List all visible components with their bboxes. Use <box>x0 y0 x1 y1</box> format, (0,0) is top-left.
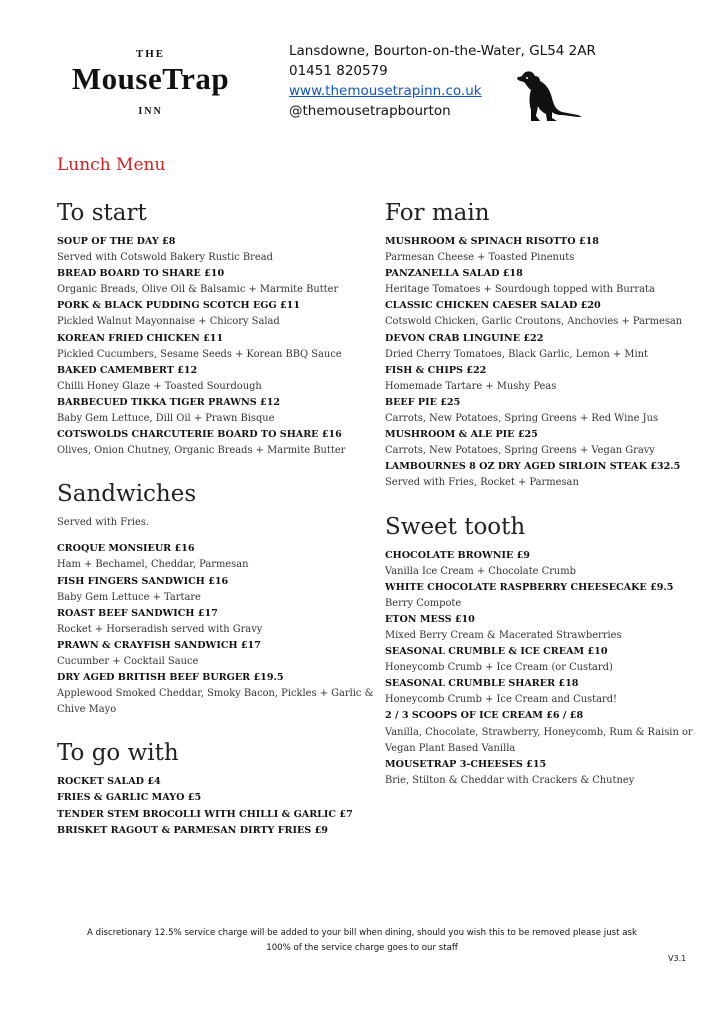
dish-name: ROAST BEEF SANDWICH £17 <box>57 607 218 619</box>
menu-item <box>385 363 705 395</box>
dish-description: Olives, Onion Chutney, Organic Breads + Marmite Butter <box>57 445 346 457</box>
side-item: BRISKET RAGOUT & PARMESAN DIRTY FRIES £9 <box>57 824 328 836</box>
section-heading-to-start: To start <box>57 200 147 226</box>
dish-name: MOUSETRAP 3-CHEESES £15 <box>385 758 547 770</box>
dish-description: Carrots, New Potatoes, Spring Greens + Red Wine Jus <box>385 413 659 425</box>
menu-item <box>57 541 377 573</box>
dish-name: PORK & BLACK PUDDING SCOTCH EGG £11 <box>57 300 301 312</box>
dish-description: Pickled Cucumbers, Sesame Seeds + Korean BBQ Sauce <box>57 348 342 360</box>
dish-name: BREAD BOARD TO SHARE £10 <box>57 268 225 280</box>
menu-item <box>385 644 705 676</box>
dish-name: DEVON CRAB LINGUINE £22 <box>385 332 544 344</box>
menu-item <box>57 331 377 363</box>
logo <box>48 48 253 120</box>
dish-description: Applewood Smoked Cheddar, Smoky Bacon, Pickles + Garlic & Chive Mayo <box>57 688 374 716</box>
dish-description: Honeycomb Crumb + Ice Cream (or Custard) <box>385 662 613 674</box>
section-heading-sweet-tooth: Sweet tooth <box>385 513 526 540</box>
mouse-icon <box>512 68 584 124</box>
phone: 01451 820579 <box>289 63 388 79</box>
menu-title: Lunch Menu <box>57 155 166 175</box>
menu-item <box>57 606 377 638</box>
social-handle: @themousetrapbourton <box>289 103 451 119</box>
menu-item <box>385 266 705 298</box>
to-start-list <box>57 234 377 459</box>
dish-description: Served with Fries, Rocket + Parmesan <box>385 477 579 489</box>
side-item: FRIES & GARLIC MAYO £5 <box>57 792 202 804</box>
menu-item <box>385 548 705 580</box>
section-heading-sandwiches: Sandwiches <box>57 481 197 508</box>
dish-description: Organic Breads, Olive Oil & Balsamic + Marmite Butter <box>57 284 339 296</box>
dish-description: Baby Gem Lettuce, Dill Oil + Prawn Bisque <box>57 413 275 425</box>
menu-item <box>385 427 705 459</box>
service-charge-line-1: A discretionary 12.5% service charge will be added to your bill when dining, should you wish this to be removed please just ask <box>87 928 637 938</box>
sandwiches-list <box>57 541 377 718</box>
dish-description: Rocket + Horseradish served with Gravy <box>57 623 263 635</box>
dish-description: Brie, Stilton & Cheddar with Crackers & Chutney <box>385 774 635 786</box>
menu-item <box>385 234 705 266</box>
dish-description: Baby Gem Lettuce + Tartare <box>57 591 201 603</box>
dish-name: SOUP OF THE DAY £8 <box>57 236 176 247</box>
dish-description: Honeycomb Crumb + Ice Cream and Custard! <box>385 694 617 706</box>
dish-description: Homemade Tartare + Mushy Peas <box>385 380 557 392</box>
side-item: ROCKET SALAD £4 <box>57 776 161 788</box>
to-go-with-list <box>57 774 377 838</box>
sweet-tooth-list <box>385 548 705 789</box>
menu-item <box>385 331 705 363</box>
dish-name: SEASONAL CRUMBLE SHARER £18 <box>385 678 579 690</box>
right-column <box>385 198 705 789</box>
dish-name: CLASSIC CHICKEN CAESER SALAD £20 <box>385 300 601 312</box>
dish-name: PANZANELLA SALAD £18 <box>385 268 523 280</box>
left-column <box>57 198 377 839</box>
menu-item <box>57 638 377 670</box>
menu-item <box>385 676 705 708</box>
website-link[interactable]: www.themousetrapinn.co.uk <box>289 83 482 99</box>
logo-bottom-text: INN <box>138 106 163 117</box>
sandwiches-note: Served with Fries. <box>57 517 150 529</box>
menu-item <box>57 670 377 718</box>
menu-item <box>57 427 377 459</box>
section-heading-to-go-with: To go with <box>57 740 179 767</box>
dish-description: Vanilla, Chocolate, Strawberry, Honeycomb, Rum & Raisin or Vegan Plant Based Vanilla <box>385 726 693 754</box>
logo-top-text: THE <box>135 48 166 60</box>
dish-name: DRY AGED BRITISH BEEF BURGER £19.5 <box>57 672 284 684</box>
dish-name: MUSHROOM & SPINACH RISOTTO £18 <box>385 236 599 247</box>
menu-item <box>385 612 705 644</box>
dish-description: Ham + Bechamel, Cheddar, Parmesan <box>57 559 249 571</box>
dish-name: SEASONAL CRUMBLE & ICE CREAM £10 <box>385 646 608 658</box>
menu-item <box>57 298 377 330</box>
service-charge-line-2: 100% of the service charge goes to our staff <box>266 943 458 953</box>
address: Lansdowne, Bourton-on-the-Water, GL54 2AR <box>289 43 596 59</box>
dish-name: PRAWN & CRAYFISH SANDWICH £17 <box>57 639 261 651</box>
menu-item <box>57 234 377 266</box>
dish-description: Chilli Honey Glaze + Toasted Sourdough <box>57 380 262 392</box>
dish-name: KOREAN FRIED CHICKEN £11 <box>57 332 224 344</box>
dish-name: BAKED CAMEMBERT £12 <box>57 364 198 376</box>
dish-description: Vanilla Ice Cream + Chocolate Crumb <box>385 565 576 577</box>
dish-description: Cotswold Chicken, Garlic Croutons, Anchovies + Parmesan <box>385 316 683 328</box>
menu-item <box>385 757 705 789</box>
section-heading-for-main: For main <box>385 200 490 226</box>
dish-description: Dried Cherry Tomatoes, Black Garlic, Lemon + Mint <box>385 348 648 360</box>
dish-name: CHOCOLATE BROWNIE £9 <box>385 549 530 561</box>
dish-description: Mixed Berry Cream & Macerated Strawberries <box>385 629 622 641</box>
dish-description: Heritage Tomatoes + Sourdough topped with Burrata <box>385 284 655 296</box>
dish-name: WHITE CHOCOLATE RASPBERRY CHEESECAKE £9.5 <box>385 581 674 593</box>
menu-item <box>57 363 377 395</box>
dish-name: BEEF PIE £25 <box>385 396 461 408</box>
dish-description: Cucumber + Cocktail Sauce <box>57 655 199 667</box>
dish-description: Served with Cotswold Bakery Rustic Bread <box>57 252 273 264</box>
menu-item <box>57 395 377 427</box>
dish-name: FISH & CHIPS £22 <box>385 364 487 376</box>
dish-name: FISH FINGERS SANDWICH £16 <box>57 575 229 587</box>
dish-description: Pickled Walnut Mayonnaise + Chicory Salad <box>57 316 280 328</box>
dish-description: Carrots, New Potatoes, Spring Greens + Vegan Gravy <box>385 445 655 457</box>
dish-name: 2 / 3 SCOOPS OF ICE CREAM £6 / £8 <box>385 710 584 722</box>
dish-name: LAMBOURNES 8 OZ DRY AGED SIRLOIN STEAK £32.5 <box>385 461 681 473</box>
dish-name: ETON MESS £10 <box>385 613 475 625</box>
logo-main-text: MouseTrap <box>71 61 230 96</box>
dish-name: BARBECUED TIKKA TIGER PRAWNS £12 <box>57 396 281 408</box>
dish-name: MUSHROOM & ALE PIE £25 <box>385 429 538 441</box>
side-item: TENDER STEM BROCOLLI WITH CHILLI & GARLIC £7 <box>57 808 353 820</box>
menu-item <box>57 266 377 298</box>
dish-name: CROQUE MONSIEUR £16 <box>57 543 195 555</box>
for-main-list <box>385 234 705 492</box>
dish-name: COTSWOLDS CHARCUTERIE BOARD TO SHARE £16 <box>57 429 342 441</box>
menu-item <box>385 580 705 612</box>
dish-description: Parmesan Cheese + Toasted Pinenuts <box>385 252 575 264</box>
service-charge-footer <box>0 926 724 956</box>
menu-item <box>385 395 705 427</box>
menu-item <box>385 459 705 491</box>
version-label: V3.1 <box>668 954 687 963</box>
menu-item <box>385 708 705 756</box>
menu-item <box>57 574 377 606</box>
dish-description: Berry Compote <box>385 597 462 609</box>
menu-item <box>385 298 705 330</box>
